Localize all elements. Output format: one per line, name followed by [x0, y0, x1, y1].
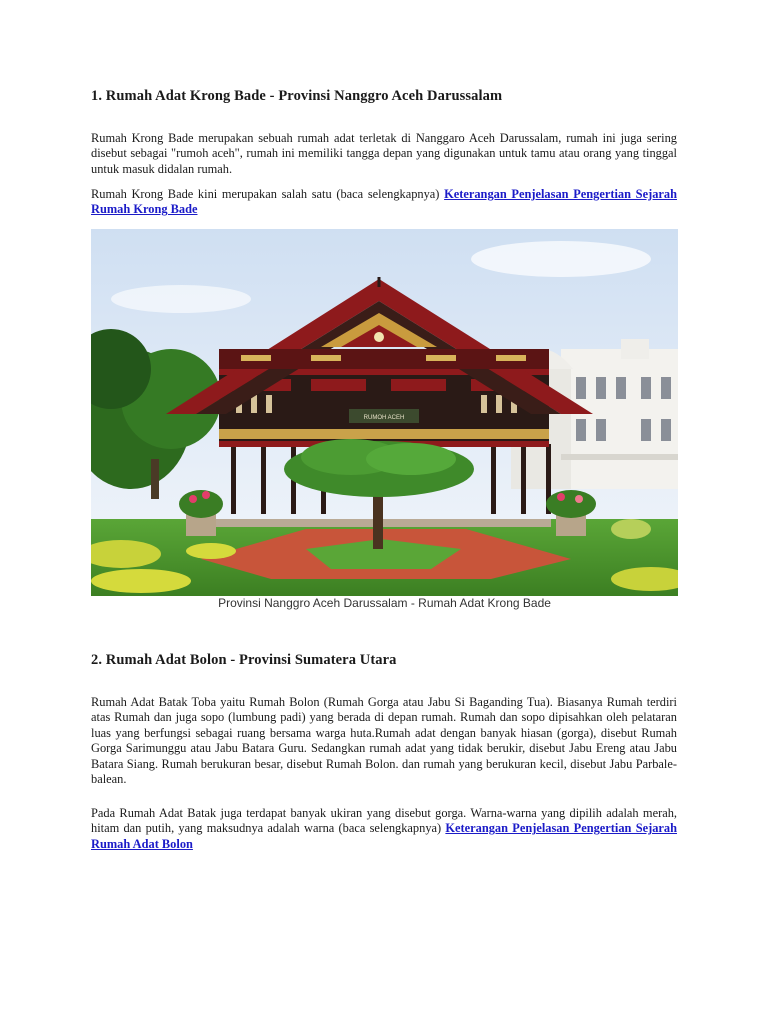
krong-bade-read-more-link[interactable]: Keterangan Penjelasan Pengertian Sejarah Rumah Krong Bade: [91, 187, 677, 217]
section-1-paragraph-2: [91, 187, 677, 218]
section-1-heading: 1. Rumah Adat Krong Bade - Provinsi Nanggro Aceh Darussalam: [91, 88, 503, 104]
section-1-paragraph-2-text: Rumah Krong Bade kini merupakan salah satu (baca selengkapnya): [91, 187, 445, 201]
rumah-krong-bade-photo: [91, 229, 678, 596]
section-2-paragraph-2-text: Pada Rumah Adat Batak juga terdapat banyak ukiran yang disebut gorga. Warna-warna yang dipilih adalah merah, hitam dan putih, yang maksudnya adalah warna (baca selengkapnya): [91, 806, 677, 836]
section-2-paragraph-1: Rumah Adat Batak Toba yaitu Rumah Bolon (Rumah Gorga atau Jabu Si Baganding Tua). Biasanya Rumah terdiri atas Rumah dan juga sopo (lumbung padi) yang berada di depan rumah. Rumah dan sopo dipisahkan oleh pelataran luas yang berfungsi sebagai ruang bersama warga huta.Rumah adat dengan banyak hiasan (gorga), disebut Rumah Gorga Sarimunggu atau Jabu Batara Guru. Sedangkan rumah adat yang tidak berukir, disebut Jabu Ereng atau Jabu Batara Siang. Rumah berukuran besar, disebut Rumah Bolon. dan rumah yang berukuran kecil, disebut Jabu Parbale-balean.: [91, 695, 677, 787]
section-2-paragraph-2: [91, 806, 677, 852]
bolon-read-more-link[interactable]: Keterangan Penjelasan Pengertian Sejarah Rumah Adat Bolon: [91, 821, 677, 851]
house-sign-text: RUMOH ACEH: [363, 415, 405, 421]
section-1-paragraph-1: Rumah Krong Bade merupakan sebuah rumah adat terletak di Nanggaro Aceh Darussalam, rumah ini juga sering disebut sebagai "rumoh aceh", rumah ini memiliki tangga depan yang digunakan untuk tamu atau orang yang tinggal untuk masuk didalan rumah.: [91, 131, 677, 176]
section-2-heading: 2. Rumah Adat Bolon - Provinsi Sumatera Utara: [91, 652, 397, 668]
photo-caption: Provinsi Nanggro Aceh Darussalam - Rumah Adat Krong Bade: [218, 596, 551, 610]
rumah-krong-bade-illustration: [91, 229, 678, 596]
